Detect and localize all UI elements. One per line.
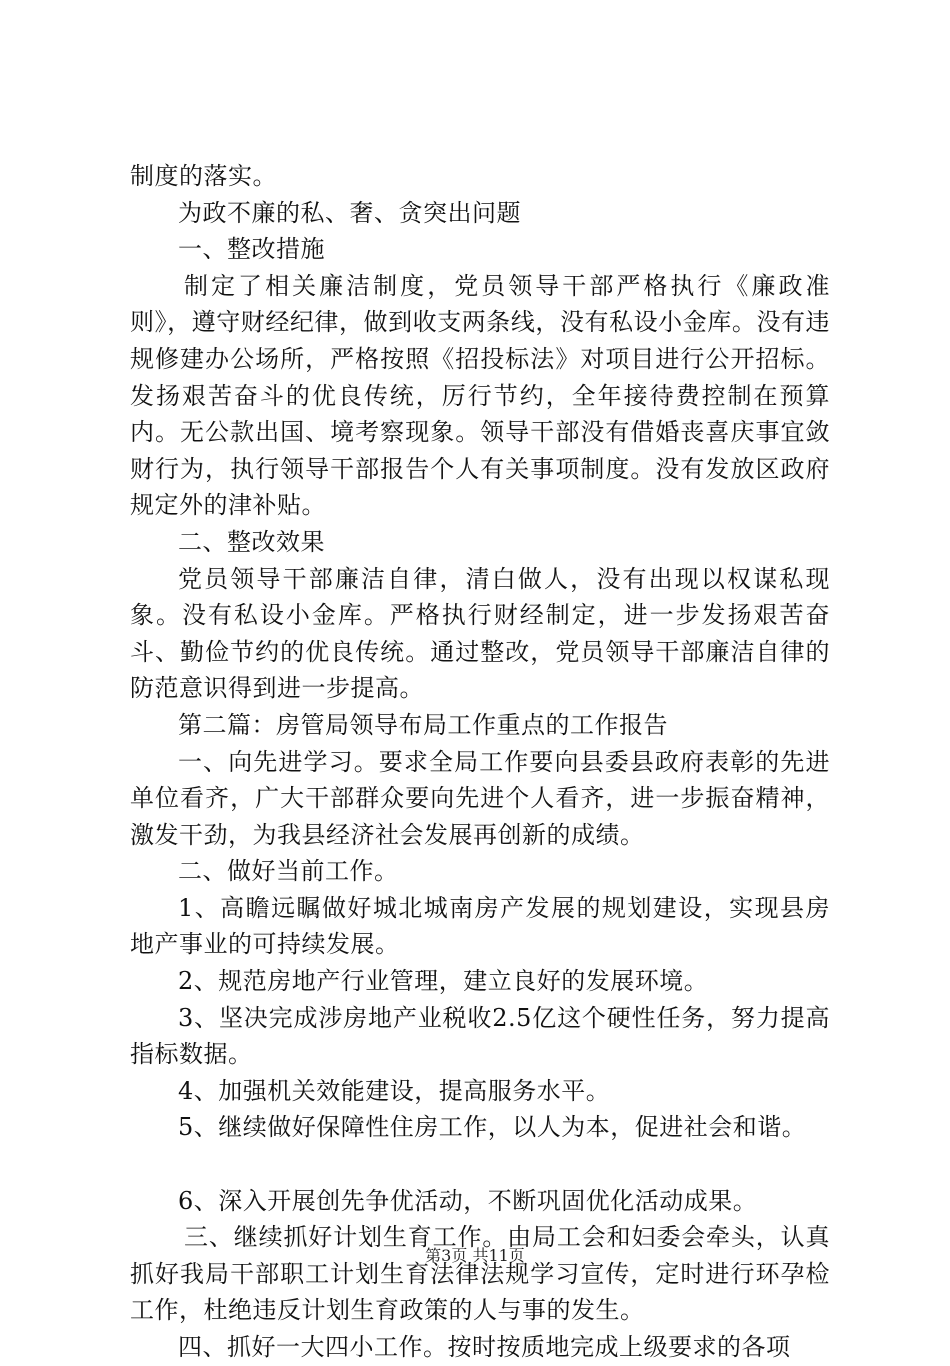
paragraph-heading: 为政不廉的私、奢、贪突出问题 <box>178 198 521 227</box>
section-heading: 二、整改效果 <box>178 527 325 556</box>
list-item: 6、深入开展创先争优活动，不断巩固优化活动成果。 <box>178 1186 758 1215</box>
paragraph: 四、抓好一大四小工作。按时按质地完成上级要求的各项 <box>178 1333 791 1361</box>
list-item: 5、继续做好保障性住房工作，以人为本，促进社会和谐。 <box>178 1113 807 1142</box>
list-item: 2、规范房地产行业管理，建立良好的发展环境。 <box>178 967 709 996</box>
paragraph: 一、向先进学习。要求全局工作要向县委县政府表彰的先进单位看齐，广大干部群众要向先进个人看齐，进一步振奋精神，激发干劲，为我县经济社会发展再创新的成绩。 <box>130 747 830 849</box>
document-body <box>130 158 830 1366</box>
paragraph: 制定了相关廉洁制度，党员领导干部严格执行《廉政准则》，遵守财经纪律，做到收支两条线，没有私设小金库。没有违规修建办公场所，严格按照《招投标法》对项目进行公开招标。发扬艰苦奋斗的优良传统，厉行节约，全年接待费控制在预算内。无公款出国、境考察现象。领导干部没有借婚丧喜庆事宜敛财行为，执行领导干部报告个人有关事项制度。没有发放区政府规定外的津补贴。 <box>130 271 830 520</box>
chapter-title: 第二篇：房管局领导布局工作重点的工作报告 <box>178 710 668 739</box>
list-item: 3、坚决完成涉房地产业税收2.5亿这个硬性任务，努力提高指标数据。 <box>130 1003 830 1069</box>
page-footer: 第3页 共11页 <box>425 1246 525 1265</box>
section-heading: 二、做好当前工作。 <box>178 857 399 886</box>
list-item: 1、高瞻远瞩做好城北城南房产发展的规划建设，实现县房地产事业的可持续发展。 <box>130 893 830 959</box>
list-item: 4、加强机关效能建设，提高服务水平。 <box>178 1076 611 1105</box>
paragraph: 三、继续抓好计划生育工作。由局工会和妇委会牵头，认真抓好我局干部职工计划生育法律法规学习宣传，定时进行环孕检工作，杜绝违反计划生育政策的人与事的发生。 <box>130 1223 830 1325</box>
paragraph: 党员领导干部廉洁自律，清白做人，没有出现以权谋私现象。没有私设小金库。严格执行财经制定，进一步发扬艰苦奋斗、勤俭节约的优良传统。通过整改，党员领导干部廉洁自律的防范意识得到进一步提高。 <box>130 564 830 703</box>
paragraph: 制度的落实。 <box>130 162 277 190</box>
section-heading: 一、整改措施 <box>178 235 325 264</box>
